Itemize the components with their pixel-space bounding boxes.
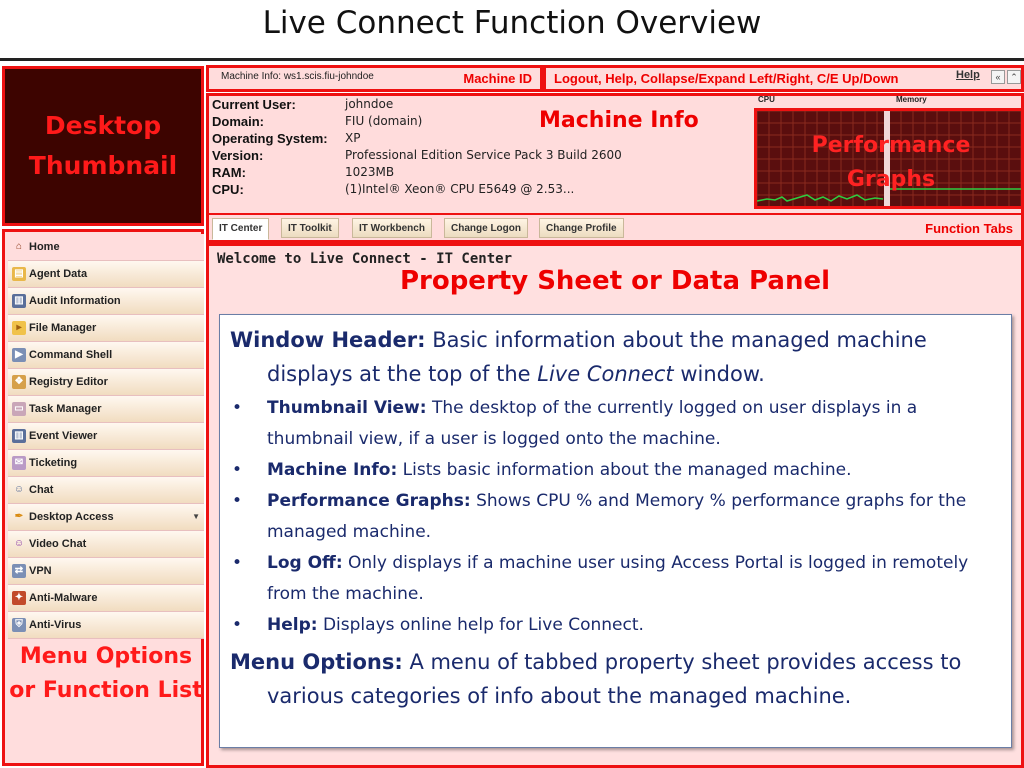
menu-item-audit-information[interactable] — [8, 288, 204, 315]
tab-it-toolkit[interactable]: IT Toolkit — [281, 218, 339, 238]
window-controls-label: Logout, Help, Collapse/Expand Left/Right, C/E Up/Down — [554, 71, 899, 86]
info-value: XP — [345, 131, 361, 145]
menu-options-text: A menu of tabbed property sheet provides access to various categories of info about the managed machine. — [267, 650, 962, 708]
collapse-left-icon[interactable]: « — [991, 70, 1005, 84]
video-chat-icon: ☺ — [13, 538, 25, 549]
bullet-title: Performance Graphs: — [267, 491, 471, 511]
bullet-title: Thumbnail View: — [267, 398, 427, 418]
bullet-title: Machine Info: — [267, 460, 398, 480]
menu-item-label: Ticketing — [29, 457, 78, 469]
menu-item-label: Agent Data — [29, 268, 88, 280]
folder-icon: ▸ — [12, 321, 26, 335]
agent-data-icon: ▤ — [12, 267, 26, 281]
info-key: CPU: — [212, 182, 244, 197]
tab-change-profile[interactable]: Change Profile — [539, 218, 624, 238]
function-menu — [2, 229, 204, 766]
menu-item-label: Home — [29, 241, 60, 253]
window-controls-bar — [543, 65, 1024, 92]
memory-graph-label: Memory — [896, 95, 927, 104]
info-key: Operating System: — [212, 131, 328, 146]
menu-item-task-manager[interactable] — [8, 396, 204, 423]
bullet-help — [230, 610, 1001, 641]
anti-virus-icon: ⛨ — [12, 618, 26, 632]
bullet-text: Only displays if a machine user using Access Portal is logged in remotely from the machine. — [267, 553, 969, 604]
property-sheet-label: Property Sheet or Data Panel — [399, 266, 831, 296]
info-key: Current User: — [212, 97, 296, 112]
menu-item-agent-data[interactable] — [8, 261, 204, 288]
machine-info-panel — [206, 93, 1024, 216]
tab-change-logon[interactable]: Change Logon — [444, 218, 528, 238]
bullet-text: Displays online help for Live Connect. — [322, 615, 644, 635]
welcome-heading: Welcome to Live Connect - IT Center — [217, 251, 513, 267]
menu-item-anti-malware[interactable] — [8, 585, 204, 612]
menu-item-anti-virus[interactable] — [8, 612, 204, 639]
collapse-up-icon[interactable]: ⌃ — [1007, 70, 1021, 84]
function-tabs — [206, 215, 1024, 243]
machine-id-label: Machine ID — [463, 71, 532, 86]
description-card — [219, 314, 1012, 748]
menu-item-label: Event Viewer — [29, 430, 98, 442]
vpn-icon: ⇄ — [12, 564, 26, 578]
menu-item-label: Registry Editor — [29, 376, 108, 388]
bullet-title: Help: — [267, 615, 318, 635]
menu-item-chat[interactable] — [8, 477, 204, 504]
menu-item-label: Anti-Malware — [29, 592, 98, 604]
menu-item-registry-editor[interactable] — [8, 369, 204, 396]
machine-info-label: Machine Info — [539, 108, 699, 133]
bullet-thumbnail-view — [230, 393, 1001, 455]
menu-item-desktop-access[interactable] — [8, 504, 204, 531]
menu-item-video-chat[interactable] — [8, 531, 204, 558]
machine-id-text: Machine Info: ws1.scis.fiu-johndoe — [221, 71, 374, 82]
function-tabs-label: Function Tabs — [925, 221, 1013, 236]
menu-options-caption: Menu Options or Function List — [9, 644, 203, 703]
bullet-text: The desktop of the currently logged on user displays in a thumbnail view, if a user is logged onto the machine. — [267, 398, 918, 449]
info-value: 1023MB — [345, 165, 395, 179]
cpu-graph-label: CPU — [758, 95, 775, 104]
event-viewer-icon: ▥ — [12, 429, 26, 443]
window-header-text: Basic information about the managed machine displays at the top of the — [267, 328, 927, 386]
title-divider — [0, 58, 1024, 61]
task-manager-icon: ▭ — [12, 402, 26, 416]
info-value: Professional Edition Service Pack 3 Build 2600 — [345, 148, 622, 162]
home-icon: ⌂ — [15, 241, 23, 252]
menu-options-title: Menu Options: — [230, 650, 403, 674]
info-value: (1)Intel® Xeon® CPU E5649 @ 2.53... — [345, 182, 575, 196]
desktop-access-icon: ✒ — [14, 511, 24, 522]
window-header-emphasis: Live Connect — [537, 362, 674, 386]
bullet-text: Lists basic information about the managed machine. — [402, 460, 852, 480]
info-key: Domain: — [212, 114, 264, 129]
performance-graphs — [754, 96, 1024, 213]
menu-item-label: Video Chat — [29, 538, 87, 550]
menu-item-label: Command Shell — [29, 349, 113, 361]
menu-options-description — [230, 645, 1001, 713]
menu-item-home[interactable] — [8, 234, 204, 261]
help-link[interactable]: Help — [956, 69, 980, 81]
command-shell-icon: ▶ — [12, 348, 26, 362]
tab-it-workbench[interactable]: IT Workbench — [352, 218, 432, 238]
bullet-performance-graphs — [230, 486, 1001, 548]
bullet-title: Log Off: — [267, 553, 343, 573]
info-key: RAM: — [212, 165, 246, 180]
audit-icon: ▥ — [12, 294, 26, 308]
menu-item-file-manager[interactable] — [8, 315, 204, 342]
menu-item-event-viewer[interactable] — [8, 423, 204, 450]
performance-graphs-label: Performance Graphs — [811, 133, 971, 192]
menu-item-label: Task Manager — [29, 403, 102, 415]
ticketing-icon: ✉ — [12, 456, 26, 470]
menu-item-label: Anti-Virus — [29, 619, 82, 631]
anti-malware-icon: ✦ — [12, 591, 26, 605]
bullet-log-off — [230, 548, 1001, 610]
chevron-down-icon[interactable]: ▼ — [192, 512, 200, 521]
registry-icon: ❖ — [12, 375, 26, 389]
window-header-text-end: window. — [680, 362, 765, 386]
tab-it-center[interactable]: IT Center — [212, 218, 269, 240]
info-key: Version: — [212, 148, 264, 163]
info-value: johndoe — [345, 97, 394, 111]
bullet-machine-info — [230, 455, 1001, 486]
menu-item-ticketing[interactable] — [8, 450, 204, 477]
performance-graph-frame — [754, 108, 1024, 209]
window-header-title: Window Header: — [230, 328, 426, 352]
slide-title: Live Connect Function Overview — [262, 5, 762, 41]
chat-icon: ☺ — [13, 484, 25, 495]
desktop-thumbnail[interactable] — [2, 66, 204, 226]
menu-list — [8, 234, 204, 703]
bullet-text: Shows CPU % and Memory % performance graphs for the managed machine. — [267, 491, 967, 542]
info-value: FIU (domain) — [345, 114, 423, 128]
menu-item-label: VPN — [29, 565, 52, 577]
menu-item-vpn[interactable] — [8, 558, 204, 585]
window-header-description — [230, 323, 1001, 391]
menu-item-label: File Manager — [29, 322, 97, 334]
menu-item-label: Desktop Access — [29, 511, 114, 523]
description-bullets — [230, 393, 1001, 641]
machine-id-bar — [206, 65, 543, 92]
menu-item-label: Audit Information — [29, 295, 121, 307]
menu-item-command-shell[interactable] — [8, 342, 204, 369]
menu-item-label: Chat — [29, 484, 54, 496]
desktop-thumbnail-label: Desktop Thumbnail — [28, 111, 178, 180]
